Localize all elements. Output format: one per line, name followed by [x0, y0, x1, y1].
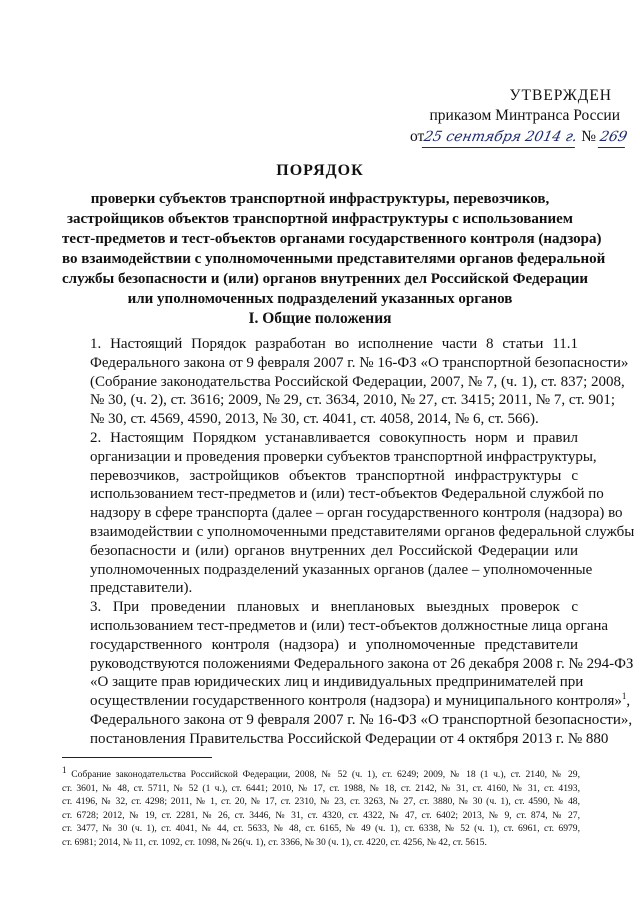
- text-line: (Собрание законодательства Российской Федерации, 2007, № 7, (ч. 1), ст. 837; 2008,: [90, 373, 625, 390]
- text-line: Федерального закона от 9 февраля 2007 г. № 16-ФЗ «О транспортной безопасности»: [90, 354, 629, 371]
- text-line: безопасности и (или) органов внутренних дел Российской Федерации или: [90, 542, 578, 559]
- text-line: надзору в сфере транспорта (далее – орган государственного контроля (надзора) во: [90, 505, 623, 522]
- title-line: тест-предметов и тест-объектов органами государственного контроля (надзора): [62, 231, 602, 247]
- document-title: [62, 161, 606, 309]
- approval-heading: УТВЕРЖДЕН: [509, 87, 612, 104]
- title-line: застройщиков объектов транспортной инфраструктуры с использованием: [67, 211, 573, 227]
- footnote-text: Собрание законодательства Российской Федерации, 2008, № 52 (ч. 1), ст. 6249; 2009, № 18 (1 ч.), ст. 2140, № 29,: [71, 769, 580, 780]
- text-line: взаимодействии с уполномоченными представителями органов федеральной службы: [90, 523, 635, 540]
- footnote-line: ст. 6981; 2014, № 11, ст. 1092, ст. 1098, № 26(ч. 1), ст. 3366, № 30 (ч. 1), ст. 4220, ст. 4256, № 42, ст. 5615.: [62, 836, 487, 848]
- text-line: уполномоченных подразделений указанных органов (далее – уполномоченные: [90, 561, 593, 578]
- handwritten-date: 25 сентября 2014 г.: [422, 127, 579, 148]
- title-line: службы безопасности и (или) органов внутренних дел Российской Федерации: [62, 271, 589, 287]
- footnote-line: ст. 4196, № 32, ст. 4298; 2011, № 1, ст. 20, № 17, ст. 2310, № 23, ст. 3263, № 27, ст. 3880, № 30 (ч. 1), ст. 4590, № 48,: [62, 796, 580, 808]
- approval-by: приказом Минтранса России: [429, 107, 620, 124]
- footnote-marker: 1: [62, 764, 67, 775]
- text-line: № 30, ст. 4569, 4590, 2013, № 30, ст. 4041, ст. 4058, 2014, № 6, ст. 566).: [90, 411, 539, 428]
- title-line: проверки субъектов транспортной инфраструктуры, перевозчиков,: [90, 191, 550, 207]
- text-line: «О защите прав юридических лиц и индивидуальных предпринимателей при: [90, 674, 584, 691]
- footnote-line: ст. 3601, № 48, ст. 5711, № 52 (1 ч.), ст. 6441; 2010, № 17, ст. 1988, № 18, ст. 2142, № 31, ст. 4160, № 31, ст. 4193,: [62, 782, 580, 794]
- text-line: 2. Настоящим Порядком устанавливается совокупность норм и правил: [90, 429, 578, 446]
- text-line: представители).: [90, 580, 193, 597]
- footnote-divider: [62, 757, 212, 758]
- approval-from-label: от: [410, 128, 425, 145]
- text-line: организации и проведения проверки субъектов транспортной инфраструктуры,: [90, 448, 597, 465]
- paragraph-2: [62, 429, 635, 598]
- text-line: использованием тест-предметов и (или) тест-объектов должностные лица органа: [90, 617, 609, 634]
- title-line: во взаимодействии с уполномоченными представителями органов федеральной: [62, 251, 606, 267]
- footnote-line: ст. 3477, № 30 (ч. 1), ст. 4041, № 44, ст. 5633, № 48, ст. 6165, № 49 (ч. 1), ст. 6338, № 52 (ч. 1), ст. 6961, ст. 6979,: [62, 823, 580, 835]
- text-line: постановления Правительства Российской Федерации от 4 октября 2013 г. № 880: [90, 730, 609, 747]
- text-line: перевозчиков, застройщиков объектов транспортной инфраструктуры с: [90, 467, 578, 484]
- approval-block: [410, 86, 629, 148]
- footnote-ref[interactable]: 1: [621, 691, 627, 702]
- approval-number-label: №: [581, 128, 596, 145]
- text-line: руководствуются положениями Федерального закона от 26 декабря 2008 г. № 294-ФЗ: [90, 655, 634, 672]
- text-line-with-footnote: осуществлении государственного контроля (надзора) и муниципального контроля»$^1$,: [90, 691, 631, 710]
- document-body: [62, 335, 635, 749]
- handwritten-number: 269: [598, 127, 629, 148]
- approval-date-line: [410, 126, 629, 148]
- footnote-line: ст. 6728; 2012, № 19, ст. 2281, № 26, ст. 3446, № 31, ст. 4320, ст. 4322, № 47, ст. 6402; 2013, № 9, ст. 874, № 27,: [62, 809, 580, 821]
- text-line: осуществлении государственного контроля (надзора) и муниципального контроля»: [90, 693, 622, 710]
- text-line: государственного контроля (надзора) и уполномоченные представители: [90, 636, 578, 653]
- text-line: использованием тест-предметов и (или) тест-объектов Федеральной службой по: [90, 486, 604, 503]
- section-heading: I. Общие положения: [248, 310, 392, 327]
- paragraph-1: [62, 335, 629, 429]
- text-line: 3. При проведении плановых и внеплановых выездных проверок с: [90, 599, 578, 616]
- text-line: № 30, (ч. 2), ст. 3616; 2009, № 29, ст. 3634, 2010, № 27, ст. 3415; 2011, № 7, ст. 901;: [90, 392, 616, 409]
- paragraph-3: [62, 598, 634, 748]
- title-line: или уполномоченных подразделений указанных органов: [127, 291, 513, 307]
- text-line: 1. Настоящий Порядок разработан во исполнение части 8 статьи 11.1: [90, 336, 578, 352]
- title-main: ПОРЯДОК: [276, 162, 364, 179]
- footnote: [62, 764, 580, 850]
- text-line: Федерального закона от 9 февраля 2007 г. № 16-ФЗ «О транспортной безопасности»,: [90, 711, 633, 728]
- footnote-line: [62, 764, 580, 782]
